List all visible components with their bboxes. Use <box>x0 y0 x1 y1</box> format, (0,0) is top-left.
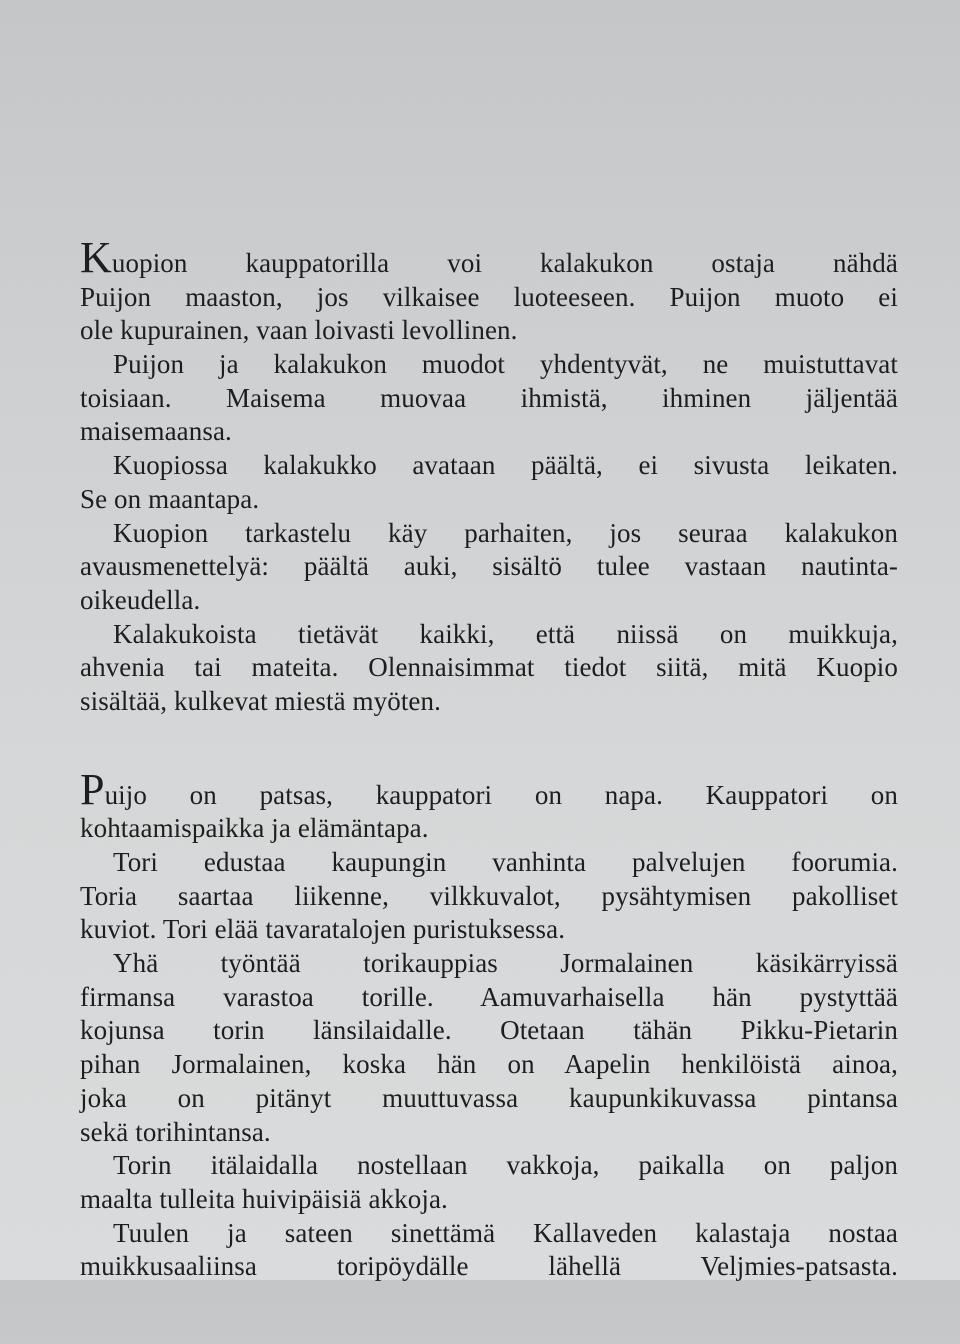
line-text: Torin itälaidalla nostellaan vakkoja, paikalla on paljon <box>113 1150 898 1181</box>
line-text: ahvenia tai mateita. Olennaisimmat tiedot siitä, mitä Kuopio <box>80 652 898 683</box>
line-text: Tuulen ja sateen sinettämä Kallaveden kalastaja nostaa <box>113 1217 898 1248</box>
text-line <box>80 1183 898 1217</box>
line-text: kojunsa torin länsilaidalle. Otetaan tähän Pikku-Pietarin <box>80 1015 898 1046</box>
text-line <box>80 880 898 914</box>
line-text: avausmenettelyä: päältä auki, sisältö tulee vastaan nautinta- <box>80 551 898 582</box>
text-line <box>80 281 898 315</box>
drop-cap: P <box>80 764 105 814</box>
text-line <box>80 685 898 719</box>
text-line <box>80 981 898 1015</box>
line-text: pihan Jormalainen, koska hän on Aapelin henkilöistä ainoa, <box>80 1049 898 1080</box>
line-text: Puijon maaston, jos vilkaisee luoteeseen. Puijon muoto ei <box>80 281 898 312</box>
text-line <box>80 517 898 551</box>
line-text: kuviot. Tori elää tavaratalojen puristuksessa. <box>80 914 566 945</box>
text-line <box>80 1217 898 1251</box>
text-line <box>80 1014 898 1048</box>
line-text: maisemaansa. <box>80 416 232 447</box>
text-line <box>80 1116 898 1150</box>
text-line <box>80 233 898 282</box>
paragraph <box>80 1149 898 1216</box>
line-text: oikeudella. <box>80 584 201 615</box>
line-text: joka on pitänyt muuttuvassa kaupunkikuvassa pintansa <box>80 1082 898 1113</box>
text-line <box>80 618 898 652</box>
paragraph <box>80 1217 898 1284</box>
text-line <box>80 348 898 382</box>
line-text: Se on maantapa. <box>80 483 260 514</box>
paragraph <box>80 449 898 516</box>
line-text: kohtaamispaikka ja elämäntapa. <box>80 813 429 844</box>
text-section <box>80 233 898 719</box>
line-text: Puijon ja kalakukon muodot yhdentyvät, ne muistuttavat <box>113 349 898 380</box>
drop-cap: K <box>80 233 112 282</box>
text-line <box>80 1149 898 1183</box>
text-line <box>80 1250 898 1284</box>
text-line <box>80 913 898 947</box>
text-line <box>80 382 898 416</box>
text-line <box>80 550 898 584</box>
line-text: firmansa varastoa torille. Aamuvarhaisella hän pystyttää <box>80 981 898 1012</box>
paragraph <box>80 947 898 1149</box>
text-line <box>80 947 898 981</box>
line-text: muikkusaaliinsa toripöydälle lähellä Veljmies-patsasta. <box>80 1251 898 1282</box>
text-section <box>80 764 898 1284</box>
line-text: Kuopion tarkastelu käy parhaiten, jos seuraa kalakukon <box>113 517 898 548</box>
text-line <box>80 764 898 814</box>
line-text: sisältää, kulkevat miestä myöten. <box>80 685 441 716</box>
line-text: Yhä työntää torikauppias Jormalainen käsikärryissä <box>113 948 898 979</box>
text-line <box>80 415 898 449</box>
text-line <box>80 1048 898 1082</box>
line-text: uopion kauppatorilla voi kalakukon ostaja nähdä <box>111 248 898 278</box>
paragraph <box>80 348 898 449</box>
line-text: Tori edustaa kaupungin vanhinta palvelujen foorumia. <box>113 847 898 877</box>
text-line <box>80 812 898 846</box>
line-text: uijo on patsas, kauppatori on napa. Kauppatori on <box>104 779 898 810</box>
paragraph <box>80 233 898 348</box>
paragraph <box>80 618 898 719</box>
text-line <box>80 651 898 685</box>
paragraph <box>80 517 898 618</box>
text-line <box>80 314 898 348</box>
line-text: maalta tulleita huivipäisiä akkoja. <box>80 1183 448 1214</box>
text-line <box>80 1082 898 1116</box>
line-text: Toria saartaa liikenne, vilkkuvalot, pysähtymisen pakolliset <box>80 880 898 911</box>
text-line <box>80 846 898 880</box>
text-line <box>80 584 898 618</box>
line-text: ole kupurainen, vaan loivasti levollinen. <box>80 315 518 346</box>
line-text: Kuopiossa kalakukko avataan päältä, ei sivusta leikaten. <box>113 450 898 481</box>
line-text: Kalakukoista tietävät kaikki, että niissä on muikkuja, <box>113 618 898 649</box>
paragraph <box>80 764 898 846</box>
text-line <box>80 449 898 483</box>
text-line <box>80 483 898 517</box>
line-text: toisiaan. Maisema muovaa ihmistä, ihminen jäljentää <box>80 382 898 413</box>
paragraph <box>80 846 898 947</box>
line-text: sekä torihintansa. <box>80 1116 271 1147</box>
book-page-text <box>80 233 898 1344</box>
